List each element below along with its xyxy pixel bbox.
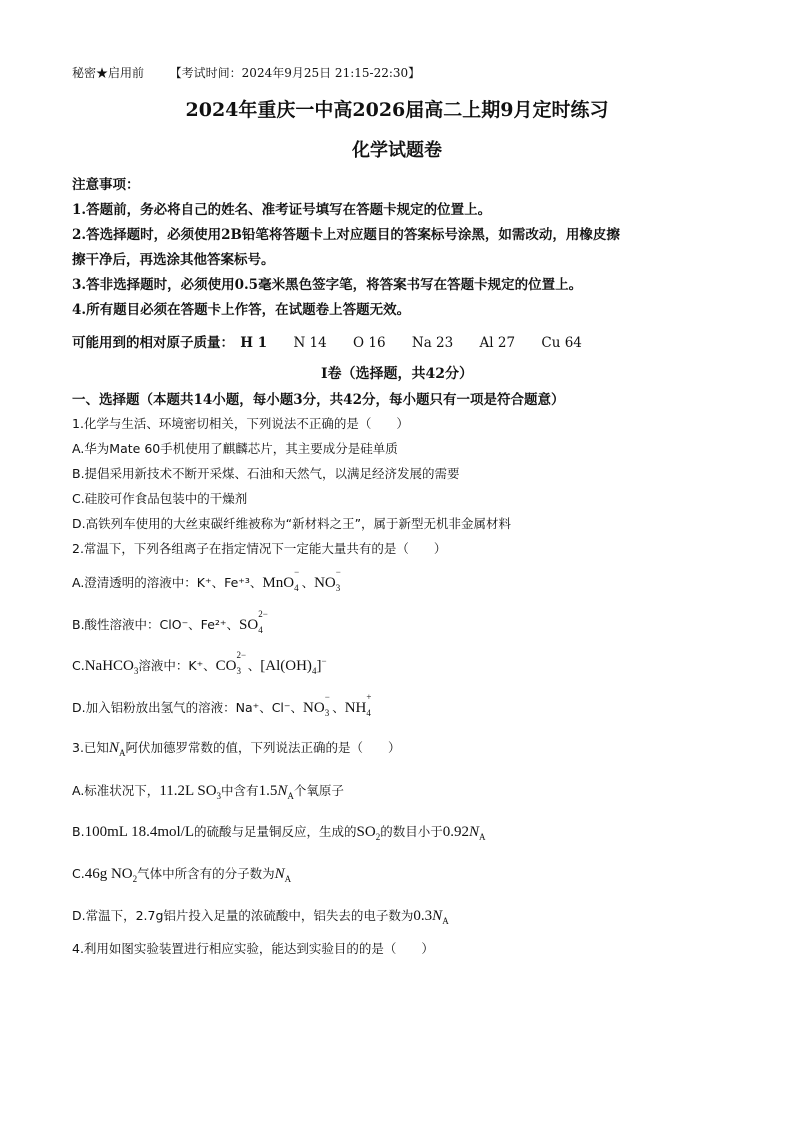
- q1-option-a: A.华为Mate 60手机使用了麒麟芯片，其主要成分是硅单质: [72, 441, 398, 456]
- atomic-mass-o: O 16: [353, 335, 386, 351]
- q1-stem: 1.化学与生活、环境密切相关，下列说法不正确的是（ ）: [72, 416, 409, 431]
- q3-c-na: $N_A$: [274, 866, 292, 884]
- notice-item-2-cont: 擦干净后，再选涂其他答案标号。: [72, 252, 275, 268]
- q3-stem-post: 阿伏加德罗常数的值，下列说法正确的是（ ）: [125, 740, 401, 755]
- atomic-mass-h: H 1: [240, 335, 268, 351]
- q1-option-b: B.提倡采用新技术不断开采煤、石油和天然气，以满足经济发展的需要: [72, 466, 460, 481]
- q2-c-co3: CO 2− 3: [215, 650, 247, 676]
- q3-c-mass: 46g $NO_2$: [84, 866, 138, 884]
- q2-d-no3: NO − 3: [303, 692, 330, 718]
- q2-option-a-text: A.澄清透明的溶液中：K⁺、Fe⁺³、: [72, 575, 263, 590]
- q3-option-a: [72, 781, 344, 800]
- atomic-mass-line: [72, 331, 582, 351]
- q2-option-d-text: D.加入铝粉放出氢气的溶液：Na⁺、Cl⁻、: [72, 700, 304, 715]
- q2-c-nahco3: NaHCO$_3$: [84, 658, 139, 676]
- atomic-mass-n: N 14: [293, 335, 327, 351]
- q2-option-b: [72, 609, 269, 635]
- q3-option-b: [72, 822, 486, 841]
- q3-option-a-mid: 中含有: [221, 783, 259, 798]
- q3-b-count: $0.92N_A$: [442, 824, 486, 842]
- q3-option-c-mid: 气体中所含有的分子数为: [137, 866, 275, 881]
- q3-b-conc: 100mL 18.4mol/L: [84, 824, 195, 840]
- q3-option-b-mid2: 的数目小于: [380, 824, 443, 839]
- notice-item-2: 2.答选择题时，必须使用2B铅笔将答题卡上对应题目的答案标号涂黑，如需改动，用橡皮擦: [72, 227, 620, 243]
- notice-item-3: 3.答非选择题时，必须使用0.5毫米黑色签字笔，将答案书写在答题卡规定的位置上。: [72, 277, 583, 293]
- atomic-mass-na: Na 23: [411, 335, 454, 351]
- q2-c-aloh4: $[Al(OH)_4]^-$: [260, 656, 327, 676]
- q3-a-count: $1.5N_A$: [258, 783, 294, 801]
- q3-d-count: $0.3N_A$: [413, 908, 449, 926]
- q2-d-nh4: NH + 4: [344, 692, 372, 718]
- q3-option-c: [72, 864, 291, 883]
- q3-option-c-pre: C.: [72, 866, 85, 881]
- q3-stem-pre: 3.已知: [72, 740, 109, 755]
- q2-a-no3: NO − 3: [314, 567, 341, 593]
- q3-b-so2: $SO_2$: [356, 824, 381, 842]
- q3-option-b-pre: B.: [72, 824, 85, 839]
- q2-option-d: D.加入铝粉放出氢气的溶液：Na⁺、Cl⁻、NO − 3 、NH + 4: [72, 698, 374, 717]
- q1-option-c: C.硅胶可作食品包装中的干燥剂: [72, 491, 248, 506]
- q3-a-volume: 11.2L $SO_3$: [159, 783, 222, 801]
- q2-stem: 2.常温下，下列各组离子在指定情况下一定能大量共有的是（ ）: [72, 541, 447, 556]
- section-instruction: 一、选择题（本题共14小题，每小题3分，共42分，每小题只有一项是符合题意）: [72, 392, 565, 408]
- header-line: [72, 64, 420, 81]
- q4-stem: 4.利用如图实验装置进行相应实验，能达到实验目的的是（ ）: [72, 941, 434, 956]
- q3-option-a-post: 个氧原子: [293, 783, 344, 798]
- q2-option-c-label: C.: [72, 658, 85, 673]
- atomic-mass-cu: Cu 64: [541, 335, 582, 351]
- secret-label: 秘密★启用前: [72, 66, 145, 80]
- q2-a-mno4: MnO − 4: [262, 567, 300, 593]
- atomic-mass-al: Al 27: [479, 335, 516, 351]
- q2-option-c-text: 溶液中：K⁺、: [138, 658, 216, 673]
- q3-option-d-pre: D.常温下，2.7g铝片投入足量的浓硫酸中，铝失去的电子数为: [72, 908, 414, 923]
- q3-option-d: [72, 906, 449, 925]
- page-title: 2024年重庆一中高2026届高二上期9月定时练习: [185, 99, 609, 121]
- q1-option-d: D.高铁列车使用的大丝束碳纤维被称为“新材料之王”，属于新型无机非金属材料: [72, 516, 512, 531]
- section-title: Ⅰ卷（选择题，共42分）: [320, 366, 474, 382]
- q3-stem: [72, 738, 400, 757]
- page-subtitle: 化学试题卷: [352, 140, 442, 161]
- q3-na-symbol: $N_A$: [108, 740, 126, 758]
- q2-b-so4: SO 2− 4: [239, 609, 268, 635]
- exam-time: 【考试时间：2024年9月25日 21:15-22:30】: [169, 66, 421, 80]
- q3-option-b-mid: 的硫酸与足量铜反应，生成的: [194, 824, 357, 839]
- notice-item-1: 1.答题前，务必将自己的姓名、准考证号填写在答题卡规定的位置上。: [72, 202, 492, 218]
- notice-item-4: 4.所有题目必须在答题卡上作答，在试题卷上答题无效。: [72, 302, 411, 318]
- q3-option-a-pre: A.标准状况下，: [72, 783, 160, 798]
- atomic-mass-label: 可能用到的相对原子质量：: [72, 335, 234, 351]
- notice-heading: 注意事项：: [72, 177, 140, 193]
- q2-option-b-text: B.酸性溶液中：ClO⁻、Fe²⁺、: [72, 617, 239, 632]
- q2-option-c: C.NaHCO$_3$溶液中：K⁺、CO 2− 3 、$[Al(OH)_4]^-$: [72, 650, 327, 676]
- q2-option-a: A.澄清透明的溶液中：K⁺、Fe⁺³、MnO − 4 、NO − 3: [72, 573, 343, 592]
